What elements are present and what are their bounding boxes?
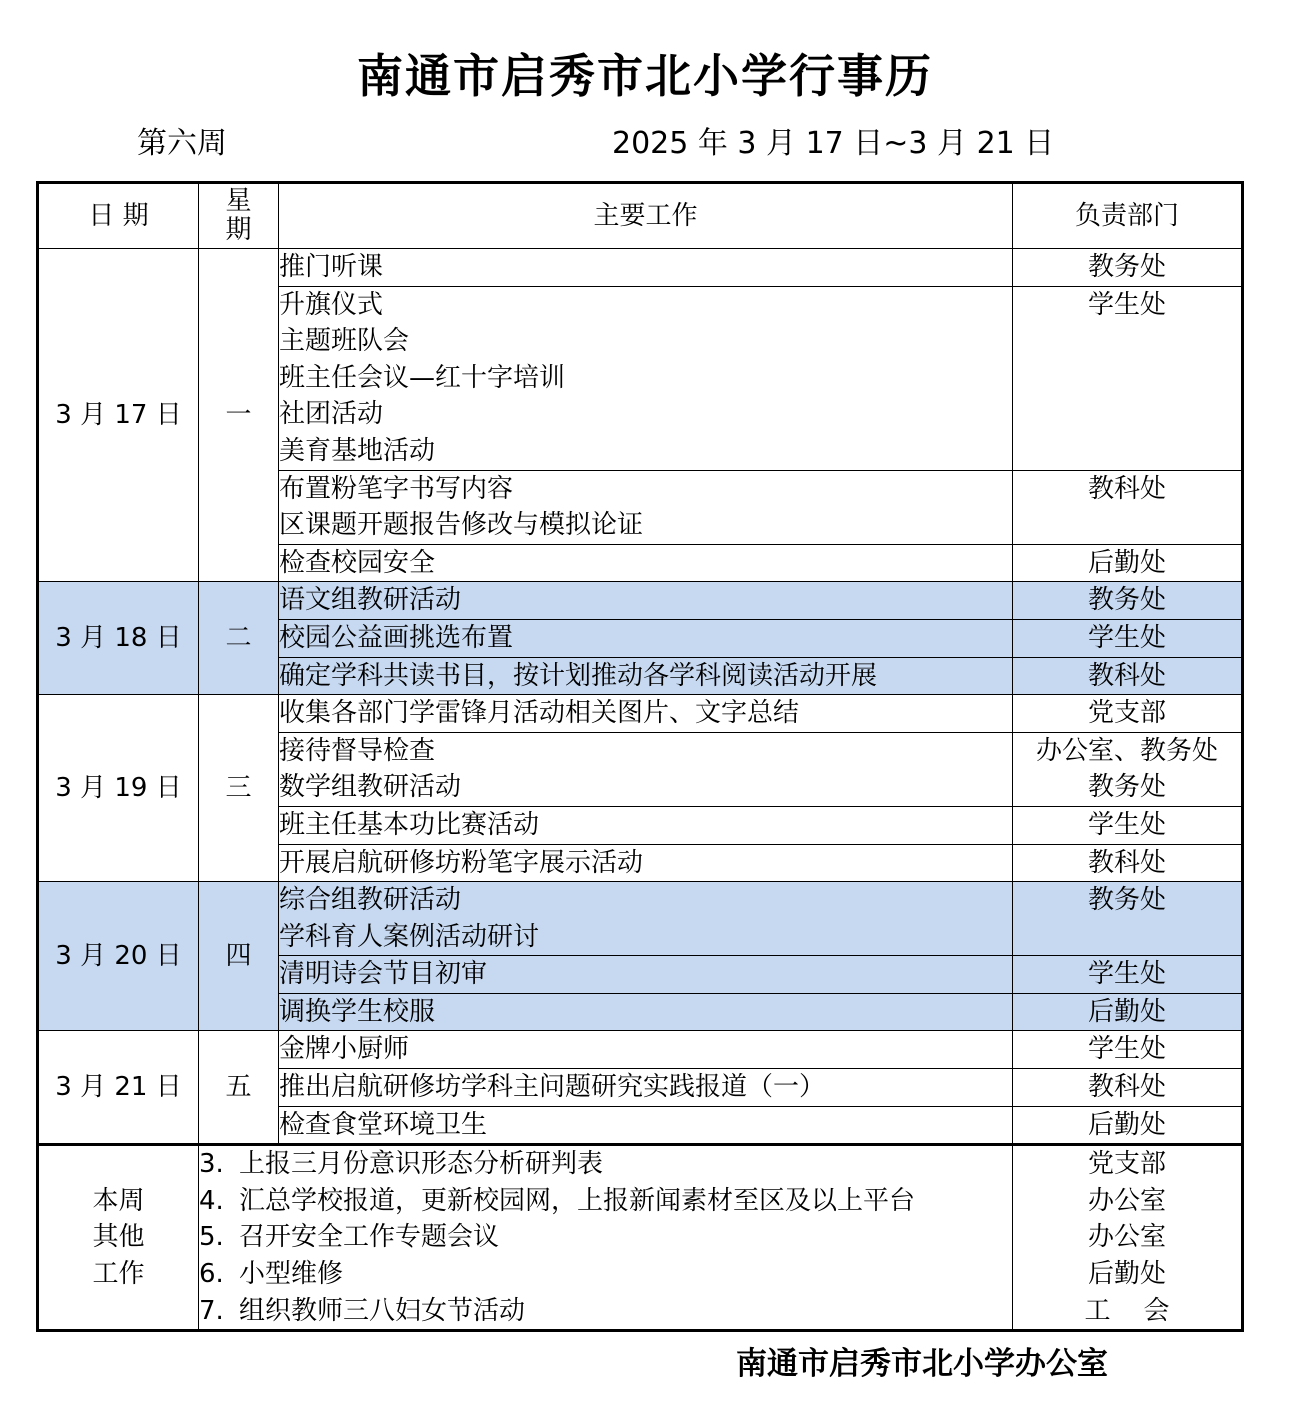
other-work-label (38, 1145, 199, 1331)
work-item: 布置粉笔字书写内容 (279, 473, 514, 504)
day-weekday: 四 (199, 882, 279, 1031)
other-work-item-number: 4. (199, 1185, 224, 1216)
dept-cell (1013, 806, 1243, 844)
other-work-section (38, 1145, 1243, 1331)
other-work-item-text: 小型维修 (239, 1259, 344, 1290)
work-cell (279, 249, 1013, 287)
work-cell (279, 993, 1013, 1031)
dept-cell (1013, 1069, 1243, 1107)
dept-cell (1013, 732, 1243, 806)
work-cell (279, 657, 1013, 695)
dept-name: 教务处 (1087, 585, 1166, 616)
work-cell (279, 619, 1013, 657)
table-header-row (38, 183, 1243, 249)
dept-cell (1013, 249, 1243, 287)
dept-name: 教务处 (1087, 885, 1166, 916)
dept-cell (1013, 619, 1243, 657)
work-item: 清明诗会节目初审 (279, 959, 488, 990)
dept-cell (1013, 544, 1243, 582)
work-item: 检查校园安全 (279, 547, 436, 578)
dept-name: 后勤处 (1087, 547, 1166, 578)
work-cell (279, 286, 1013, 470)
work-item: 开展启航研修坊粉笔字展示活动 (279, 847, 644, 878)
work-cell (279, 844, 1013, 882)
work-item: 学科育人案例活动研讨 (279, 921, 540, 952)
work-item: 主题班队会 (279, 326, 410, 357)
dept-name: 后勤处 (1087, 1109, 1166, 1140)
dept-cell (1013, 657, 1243, 695)
work-item: 金牌小厨师 (279, 1034, 410, 1065)
work-cell (279, 1069, 1013, 1107)
work-item: 推门听课 (279, 252, 384, 282)
dept-name: 学生处 (1087, 289, 1166, 320)
footer-signature: 南通市启秀市北小学办公室 (736, 1346, 1108, 1382)
work-item: 美育基地活动 (279, 435, 436, 466)
dept-cell (1013, 882, 1243, 956)
day-date: 3 月 21 日 (38, 1031, 199, 1145)
other-work-item-number: 6. (199, 1259, 224, 1290)
work-cell (279, 470, 1013, 544)
day-weekday: 二 (199, 582, 279, 695)
other-work-dept: 后勤处 (1087, 1259, 1166, 1290)
dept-name: 教科处 (1087, 660, 1166, 691)
work-item: 班主任基本功比赛活动 (279, 809, 540, 840)
dept-name: 学生处 (1087, 1034, 1166, 1065)
other-work-item-text: 汇总学校报道，更新校园网，上报新闻素材至区及以上平台 (239, 1185, 916, 1216)
header-date: 日 期 (38, 183, 199, 249)
other-work-item (199, 1219, 1012, 1256)
other-work-label-line: 本周 (92, 1185, 145, 1216)
other-work-item-text: 召开安全工作专题会议 (239, 1222, 500, 1253)
work-item: 数学组教研活动 (279, 772, 462, 803)
table-row (38, 695, 1243, 733)
dept-cell (1013, 286, 1243, 470)
dept-name: 办公室、教务处 (1035, 735, 1218, 766)
other-work-item-text: 上报三月份意识形态分析研判表 (239, 1149, 604, 1180)
other-work-label-line: 工作 (92, 1259, 145, 1290)
work-item: 语文组教研活动 (279, 585, 462, 616)
dept-cell (1013, 956, 1243, 994)
work-item: 调换学生校服 (279, 996, 436, 1027)
dept-name: 后勤处 (1087, 996, 1166, 1027)
work-item: 确定学科共读书目，按计划推动各学科阅读活动开展 (279, 660, 878, 691)
dept-name: 学生处 (1087, 959, 1166, 990)
dept-name: 教科处 (1087, 1072, 1166, 1103)
schedule-table (36, 181, 1244, 1332)
other-work-item-text: 组织教师三八妇女节活动 (239, 1295, 526, 1326)
work-cell (279, 1106, 1013, 1145)
header-weekday-bottom: 期 (225, 215, 252, 245)
table-row (38, 582, 1243, 620)
work-cell (279, 695, 1013, 733)
work-cell (279, 544, 1013, 582)
day-date: 3 月 19 日 (38, 695, 199, 882)
work-cell (279, 956, 1013, 994)
header-weekday (199, 183, 279, 249)
other-work-items (199, 1145, 1013, 1331)
work-item: 收集各部门学雷锋月活动相关图片、文字总结 (279, 698, 800, 729)
other-work-item-number: 3. (199, 1149, 224, 1180)
other-work-row (38, 1145, 1243, 1331)
other-work-depts (1013, 1145, 1243, 1331)
other-work-item (199, 1146, 1012, 1183)
other-work-dept: 办公室 (1087, 1222, 1166, 1253)
dept-name: 教科处 (1087, 473, 1166, 504)
work-item: 校园公益画挑选布置 (279, 622, 514, 653)
dept-cell (1013, 470, 1243, 544)
dept-cell (1013, 844, 1243, 882)
day-weekday: 五 (199, 1031, 279, 1145)
dept-name: 学生处 (1087, 809, 1166, 840)
dept-name: 教务处 (1087, 252, 1166, 282)
work-item: 班主任会议—红十字培训 (279, 362, 566, 393)
day-weekday: 三 (199, 695, 279, 882)
table-row (38, 882, 1243, 956)
dept-cell (1013, 1031, 1243, 1069)
dept-name: 党支部 (1087, 698, 1166, 729)
work-cell (279, 1031, 1013, 1069)
day-date: 3 月 20 日 (38, 882, 199, 1031)
page-title: 南通市启秀市北小学行事历 (357, 49, 933, 103)
header-dept: 负责部门 (1013, 183, 1243, 249)
other-work-dept: 工 会 (1084, 1295, 1170, 1326)
dept-name: 教科处 (1087, 847, 1166, 878)
header-weekday-top: 星 (225, 186, 252, 216)
work-item: 区课题开题报告修改与模拟论证 (279, 510, 644, 541)
other-work-item-number: 5. (199, 1222, 224, 1253)
header-work: 主要工作 (279, 183, 1013, 249)
work-cell (279, 882, 1013, 956)
other-work-item (199, 1183, 1012, 1220)
dept-cell (1013, 1106, 1243, 1145)
other-work-item-number: 7. (199, 1295, 224, 1326)
work-cell (279, 582, 1013, 620)
work-cell (279, 806, 1013, 844)
work-item: 推出启航研修坊学科主问题研究实践报道（一） (279, 1072, 826, 1103)
work-item: 检查食堂环境卫生 (279, 1109, 488, 1140)
work-item: 接待督导检查 (279, 735, 436, 766)
day-date: 3 月 18 日 (38, 582, 199, 695)
table-row (38, 1031, 1243, 1069)
other-work-item (199, 1256, 1012, 1293)
dept-cell (1013, 582, 1243, 620)
other-work-dept: 党支部 (1087, 1149, 1166, 1180)
other-work-label-line: 其他 (92, 1222, 145, 1253)
dept-cell (1013, 993, 1243, 1031)
dept-cell (1013, 695, 1243, 733)
table-row (38, 249, 1243, 287)
schedule-body (38, 249, 1243, 1145)
dept-name: 学生处 (1087, 622, 1166, 653)
work-cell (279, 732, 1013, 806)
other-work-dept: 办公室 (1087, 1185, 1166, 1216)
date-range: 2025 年 3 月 17 日~3 月 21 日 (612, 126, 1055, 161)
day-date: 3 月 17 日 (38, 249, 199, 582)
other-work-item (199, 1293, 1012, 1330)
week-label: 第六周 (137, 126, 227, 161)
day-weekday: 一 (199, 249, 279, 582)
work-item: 社团活动 (279, 399, 384, 430)
work-item: 综合组教研活动 (279, 885, 462, 916)
dept-name: 教务处 (1087, 772, 1166, 803)
work-item: 升旗仪式 (279, 289, 384, 320)
